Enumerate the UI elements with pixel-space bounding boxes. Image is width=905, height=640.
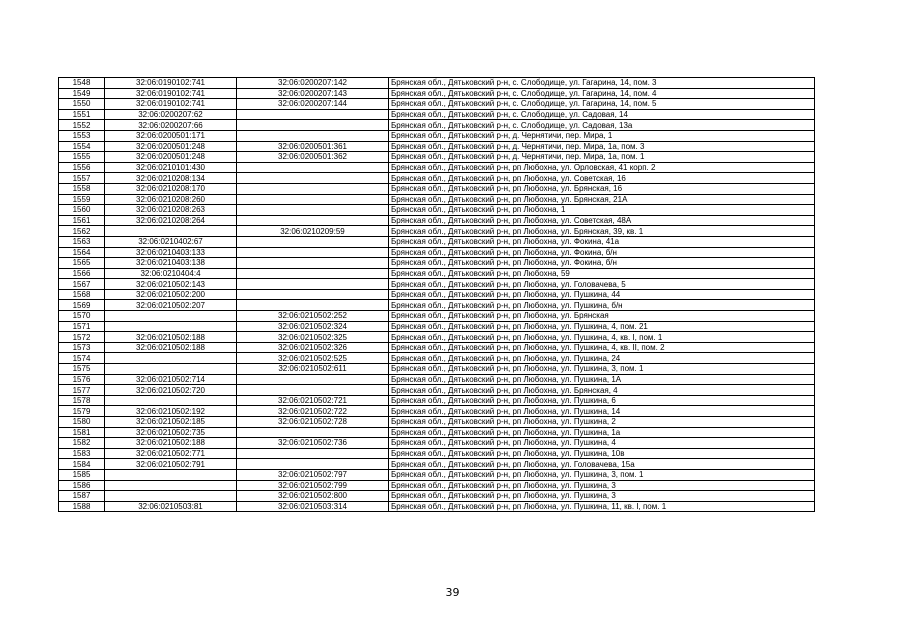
- object-cadastral-number-cell: [237, 279, 389, 290]
- object-cadastral-number-cell: [237, 448, 389, 459]
- land-cadastral-number-cell: 32:06:0190102:741: [105, 99, 237, 110]
- row-number-cell: 1566: [59, 268, 105, 279]
- row-number-cell: 1548: [59, 78, 105, 89]
- table-row: [59, 491, 815, 502]
- row-number-cell: 1573: [59, 342, 105, 353]
- table-row: [59, 247, 815, 258]
- address-cell: Брянская обл., Дятьковский р-н, рп Любохна, ул. Пушкина, 3: [389, 491, 815, 502]
- land-cadastral-number-cell: 32:06:0210502:143: [105, 279, 237, 290]
- table-row: [59, 353, 815, 364]
- object-cadastral-number-cell: [237, 247, 389, 258]
- table-row: [59, 215, 815, 226]
- object-cadastral-number-cell: 32:06:0210502:325: [237, 332, 389, 343]
- land-cadastral-number-cell: 32:06:0200207:66: [105, 120, 237, 131]
- land-cadastral-number-cell: 32:06:0210502:188: [105, 438, 237, 449]
- row-number-cell: 1572: [59, 332, 105, 343]
- property-table: [58, 77, 815, 512]
- table-row: [59, 268, 815, 279]
- row-number-cell: 1571: [59, 321, 105, 332]
- table-row: [59, 130, 815, 141]
- object-cadastral-number-cell: 32:06:0210502:797: [237, 469, 389, 480]
- table-row: [59, 448, 815, 459]
- land-cadastral-number-cell: [105, 480, 237, 491]
- row-number-cell: 1570: [59, 311, 105, 322]
- object-cadastral-number-cell: [237, 130, 389, 141]
- land-cadastral-number-cell: 32:06:0210208:263: [105, 205, 237, 216]
- table-row: [59, 469, 815, 480]
- row-number-cell: 1565: [59, 258, 105, 269]
- row-number-cell: 1563: [59, 236, 105, 247]
- row-number-cell: 1583: [59, 448, 105, 459]
- address-cell: Брянская обл., Дятьковский р-н, рп Любохна, 1: [389, 205, 815, 216]
- table-row: [59, 236, 815, 247]
- address-cell: Брянская обл., Дятьковский р-н, с. Слободище, ул. Гагарина, 14, пом. 5: [389, 99, 815, 110]
- row-number-cell: 1553: [59, 130, 105, 141]
- address-cell: Брянская обл., Дятьковский р-н, рп Любохна, ул. Брянская, 39, кв. 1: [389, 226, 815, 237]
- table-row: [59, 258, 815, 269]
- address-cell: Брянская обл., Дятьковский р-н, рп Любохна, ул. Брянская, 4: [389, 385, 815, 396]
- object-cadastral-number-cell: 32:06:0210502:721: [237, 395, 389, 406]
- address-cell: Брянская обл., Дятьковский р-н, рп Любохна, ул. Пушкина, 3, пом. 1: [389, 469, 815, 480]
- land-cadastral-number-cell: [105, 321, 237, 332]
- address-cell: Брянская обл., Дятьковский р-н, рп Любохна, ул. Пушкина, 1А: [389, 374, 815, 385]
- address-cell: Брянская обл., Дятьковский р-н, рп Любохна, ул. Советская, 16: [389, 173, 815, 184]
- land-cadastral-number-cell: 32:06:0210502:207: [105, 300, 237, 311]
- object-cadastral-number-cell: [237, 205, 389, 216]
- land-cadastral-number-cell: 32:06:0210208:264: [105, 215, 237, 226]
- address-cell: Брянская обл., Дятьковский р-н, рп Любохна, ул. Пушкина, 1а: [389, 427, 815, 438]
- land-cadastral-number-cell: 32:06:0210502:188: [105, 342, 237, 353]
- address-cell: Брянская обл., Дятьковский р-н, рп Любохна, ул. Пушкина, 44: [389, 289, 815, 300]
- table-row: [59, 501, 815, 512]
- row-number-cell: 1575: [59, 364, 105, 375]
- address-cell: Брянская обл., Дятьковский р-н, рп Любохна, ул. Брянская, 21А: [389, 194, 815, 205]
- land-cadastral-number-cell: 32:06:0190102:741: [105, 78, 237, 89]
- object-cadastral-number-cell: [237, 120, 389, 131]
- land-cadastral-number-cell: 32:06:0210402:67: [105, 236, 237, 247]
- address-cell: Брянская обл., Дятьковский р-н, рп Любохна, ул. Фокина, б/н: [389, 247, 815, 258]
- row-number-cell: 1581: [59, 427, 105, 438]
- row-number-cell: 1586: [59, 480, 105, 491]
- address-cell: Брянская обл., Дятьковский р-н, рп Любохна, ул. Брянская, 16: [389, 183, 815, 194]
- row-number-cell: 1582: [59, 438, 105, 449]
- land-cadastral-number-cell: 32:06:0210502:771: [105, 448, 237, 459]
- land-cadastral-number-cell: 32:06:0210502:735: [105, 427, 237, 438]
- object-cadastral-number-cell: [237, 162, 389, 173]
- table-row: [59, 438, 815, 449]
- object-cadastral-number-cell: [237, 300, 389, 311]
- object-cadastral-number-cell: 32:06:0210502:736: [237, 438, 389, 449]
- address-cell: Брянская обл., Дятьковский р-н, рп Любохна, ул. Головачева, 15а: [389, 459, 815, 470]
- address-cell: Брянская обл., Дятьковский р-н, рп Любохна, ул. Пушкина, 4, кв. I, пом. 1: [389, 332, 815, 343]
- row-number-cell: 1577: [59, 385, 105, 396]
- table-row: [59, 226, 815, 237]
- object-cadastral-number-cell: 32:06:0210502:324: [237, 321, 389, 332]
- table-row: [59, 427, 815, 438]
- address-cell: Брянская обл., Дятьковский р-н, рп Любохна, ул. Брянская: [389, 311, 815, 322]
- land-cadastral-number-cell: 32:06:0210502:791: [105, 459, 237, 470]
- address-cell: Брянская обл., Дятьковский р-н, рп Любохна, ул. Фокина, б/н: [389, 258, 815, 269]
- table-row: [59, 300, 815, 311]
- object-cadastral-number-cell: 32:06:0210502:252: [237, 311, 389, 322]
- land-cadastral-number-cell: 32:06:0200501:171: [105, 130, 237, 141]
- row-number-cell: 1579: [59, 406, 105, 417]
- address-cell: Брянская обл., Дятьковский р-н, д. Чернятичи, пер. Мира, 1: [389, 130, 815, 141]
- land-cadastral-number-cell: [105, 469, 237, 480]
- table-row: [59, 364, 815, 375]
- row-number-cell: 1585: [59, 469, 105, 480]
- object-cadastral-number-cell: [237, 258, 389, 269]
- land-cadastral-number-cell: 32:06:0190102:741: [105, 88, 237, 99]
- object-cadastral-number-cell: 32:06:0210502:728: [237, 417, 389, 428]
- table-row: [59, 120, 815, 131]
- object-cadastral-number-cell: [237, 385, 389, 396]
- row-number-cell: 1552: [59, 120, 105, 131]
- object-cadastral-number-cell: [237, 215, 389, 226]
- table-row: [59, 289, 815, 300]
- row-number-cell: 1576: [59, 374, 105, 385]
- address-cell: Брянская обл., Дятьковский р-н, рп Любохна, ул. Пушкина, 4: [389, 438, 815, 449]
- row-number-cell: 1560: [59, 205, 105, 216]
- address-cell: Брянская обл., Дятьковский р-н, рп Любохна, ул. Пушкина, 4, кв. II, пом. 2: [389, 342, 815, 353]
- object-cadastral-number-cell: 32:06:0200501:361: [237, 141, 389, 152]
- row-number-cell: 1574: [59, 353, 105, 364]
- land-cadastral-number-cell: [105, 395, 237, 406]
- table-row: [59, 109, 815, 120]
- table-row: [59, 459, 815, 470]
- row-number-cell: 1569: [59, 300, 105, 311]
- land-cadastral-number-cell: 32:06:0200501:248: [105, 152, 237, 163]
- table-row: [59, 152, 815, 163]
- land-cadastral-number-cell: 32:06:0210502:188: [105, 332, 237, 343]
- table-row: [59, 311, 815, 322]
- land-cadastral-number-cell: 32:06:0210404:4: [105, 268, 237, 279]
- object-cadastral-number-cell: [237, 109, 389, 120]
- object-cadastral-number-cell: 32:06:0210502:799: [237, 480, 389, 491]
- page-number: 39: [445, 586, 460, 599]
- row-number-cell: 1559: [59, 194, 105, 205]
- land-cadastral-number-cell: 32:06:0210208:170: [105, 183, 237, 194]
- land-cadastral-number-cell: 32:06:0210502:720: [105, 385, 237, 396]
- row-number-cell: 1567: [59, 279, 105, 290]
- row-number-cell: 1549: [59, 88, 105, 99]
- address-cell: Брянская обл., Дятьковский р-н, рп Любохна, ул. Советская, 48А: [389, 215, 815, 226]
- land-cadastral-number-cell: [105, 491, 237, 502]
- table-row: [59, 279, 815, 290]
- table-row: [59, 374, 815, 385]
- row-number-cell: 1564: [59, 247, 105, 258]
- object-cadastral-number-cell: [237, 459, 389, 470]
- address-cell: Брянская обл., Дятьковский р-н, рп Любохна, ул. Орловская, 41 корп. 2: [389, 162, 815, 173]
- land-cadastral-number-cell: 32:06:0210403:133: [105, 247, 237, 258]
- address-cell: Брянская обл., Дятьковский р-н, рп Любохна, ул. Пушкина, 10в: [389, 448, 815, 459]
- address-cell: Брянская обл., Дятьковский р-н, д. Чернятичи, пер. Мира, 1а, пом. 3: [389, 141, 815, 152]
- object-cadastral-number-cell: [237, 183, 389, 194]
- address-cell: Брянская обл., Дятьковский р-н, рп Любохна, ул. Пушкина, 24: [389, 353, 815, 364]
- row-number-cell: 1550: [59, 99, 105, 110]
- row-number-cell: 1588: [59, 501, 105, 512]
- object-cadastral-number-cell: 32:06:0210502:326: [237, 342, 389, 353]
- address-cell: Брянская обл., Дятьковский р-н, рп Любохна, ул. Фокина, 41а: [389, 236, 815, 247]
- row-number-cell: 1558: [59, 183, 105, 194]
- object-cadastral-number-cell: [237, 194, 389, 205]
- row-number-cell: 1580: [59, 417, 105, 428]
- address-cell: Брянская обл., Дятьковский р-н, рп Любохна, ул. Пушкина, 14: [389, 406, 815, 417]
- address-cell: Брянская обл., Дятьковский р-н, рп Любохна, ул. Пушкина, 11, кв. I, пом. 1: [389, 501, 815, 512]
- row-number-cell: 1584: [59, 459, 105, 470]
- land-cadastral-number-cell: 32:06:0210208:260: [105, 194, 237, 205]
- object-cadastral-number-cell: 32:06:0210502:611: [237, 364, 389, 375]
- land-cadastral-number-cell: 32:06:0210208:134: [105, 173, 237, 184]
- land-cadastral-number-cell: 32:06:0210101:430: [105, 162, 237, 173]
- address-cell: Брянская обл., Дятьковский р-н, рп Любохна, ул. Пушкина, 6: [389, 395, 815, 406]
- table-row: [59, 385, 815, 396]
- object-cadastral-number-cell: 32:06:0200207:142: [237, 78, 389, 89]
- address-cell: Брянская обл., Дятьковский р-н, д. Чернятичи, пер. Мира, 1а, пом. 1: [389, 152, 815, 163]
- land-cadastral-number-cell: 32:06:0210502:200: [105, 289, 237, 300]
- address-cell: Брянская обл., Дятьковский р-н, рп Любохна, ул. Пушкина, б/н: [389, 300, 815, 311]
- object-cadastral-number-cell: [237, 268, 389, 279]
- table-row: [59, 194, 815, 205]
- row-number-cell: 1555: [59, 152, 105, 163]
- table-row: [59, 141, 815, 152]
- land-cadastral-number-cell: 32:06:0210503:81: [105, 501, 237, 512]
- table-row: [59, 321, 815, 332]
- table-row: [59, 406, 815, 417]
- object-cadastral-number-cell: [237, 236, 389, 247]
- object-cadastral-number-cell: 32:06:0210502:800: [237, 491, 389, 502]
- row-number-cell: 1578: [59, 395, 105, 406]
- table-row: [59, 173, 815, 184]
- address-cell: Брянская обл., Дятьковский р-н, рп Любохна, 59: [389, 268, 815, 279]
- object-cadastral-number-cell: 32:06:0200207:144: [237, 99, 389, 110]
- address-cell: Брянская обл., Дятьковский р-н, рп Любохна, ул. Пушкина, 4, пом. 21: [389, 321, 815, 332]
- property-table-body: [59, 78, 815, 512]
- object-cadastral-number-cell: 32:06:0210209:59: [237, 226, 389, 237]
- object-cadastral-number-cell: 32:06:0200501:362: [237, 152, 389, 163]
- table-row: [59, 342, 815, 353]
- address-cell: Брянская обл., Дятьковский р-н, рп Любохна, ул. Пушкина, 2: [389, 417, 815, 428]
- table-row: [59, 162, 815, 173]
- address-cell: Брянская обл., Дятьковский р-н, рп Любохна, ул. Пушкина, 3, пом. 1: [389, 364, 815, 375]
- row-number-cell: 1568: [59, 289, 105, 300]
- address-cell: Брянская обл., Дятьковский р-н, рп Любохна, ул. Пушкина, 3: [389, 480, 815, 491]
- object-cadastral-number-cell: 32:06:0210502:722: [237, 406, 389, 417]
- table-row: [59, 99, 815, 110]
- land-cadastral-number-cell: [105, 311, 237, 322]
- land-cadastral-number-cell: [105, 353, 237, 364]
- table-row: [59, 205, 815, 216]
- object-cadastral-number-cell: 32:06:0210502:525: [237, 353, 389, 364]
- land-cadastral-number-cell: [105, 364, 237, 375]
- land-cadastral-number-cell: 32:06:0210502:714: [105, 374, 237, 385]
- object-cadastral-number-cell: [237, 289, 389, 300]
- address-cell: Брянская обл., Дятьковский р-н, с. Слободище, ул. Садовая, 13а: [389, 120, 815, 131]
- table-row: [59, 78, 815, 89]
- land-cadastral-number-cell: 32:06:0200207:62: [105, 109, 237, 120]
- object-cadastral-number-cell: [237, 374, 389, 385]
- row-number-cell: 1587: [59, 491, 105, 502]
- row-number-cell: 1561: [59, 215, 105, 226]
- address-cell: Брянская обл., Дятьковский р-н, с. Слободище, ул. Гагарина, 14, пом. 4: [389, 88, 815, 99]
- table-row: [59, 183, 815, 194]
- table-row: [59, 88, 815, 99]
- object-cadastral-number-cell: [237, 427, 389, 438]
- table-row: [59, 417, 815, 428]
- object-cadastral-number-cell: 32:06:0210503:314: [237, 501, 389, 512]
- table-row: [59, 332, 815, 343]
- land-cadastral-number-cell: 32:06:0210502:185: [105, 417, 237, 428]
- address-cell: Брянская обл., Дятьковский р-н, с. Слободище, ул. Гагарина, 14, пом. 3: [389, 78, 815, 89]
- row-number-cell: 1562: [59, 226, 105, 237]
- address-cell: Брянская обл., Дятьковский р-н, с. Слободище, ул. Садовая, 14: [389, 109, 815, 120]
- object-cadastral-number-cell: [237, 173, 389, 184]
- land-cadastral-number-cell: [105, 226, 237, 237]
- row-number-cell: 1554: [59, 141, 105, 152]
- land-cadastral-number-cell: 32:06:0200501:248: [105, 141, 237, 152]
- object-cadastral-number-cell: 32:06:0200207:143: [237, 88, 389, 99]
- row-number-cell: 1557: [59, 173, 105, 184]
- land-cadastral-number-cell: 32:06:0210502:192: [105, 406, 237, 417]
- table-row: [59, 480, 815, 491]
- address-cell: Брянская обл., Дятьковский р-н, рп Любохна, ул. Головачева, 5: [389, 279, 815, 290]
- table-row: [59, 395, 815, 406]
- land-cadastral-number-cell: 32:06:0210403:138: [105, 258, 237, 269]
- row-number-cell: 1556: [59, 162, 105, 173]
- row-number-cell: 1551: [59, 109, 105, 120]
